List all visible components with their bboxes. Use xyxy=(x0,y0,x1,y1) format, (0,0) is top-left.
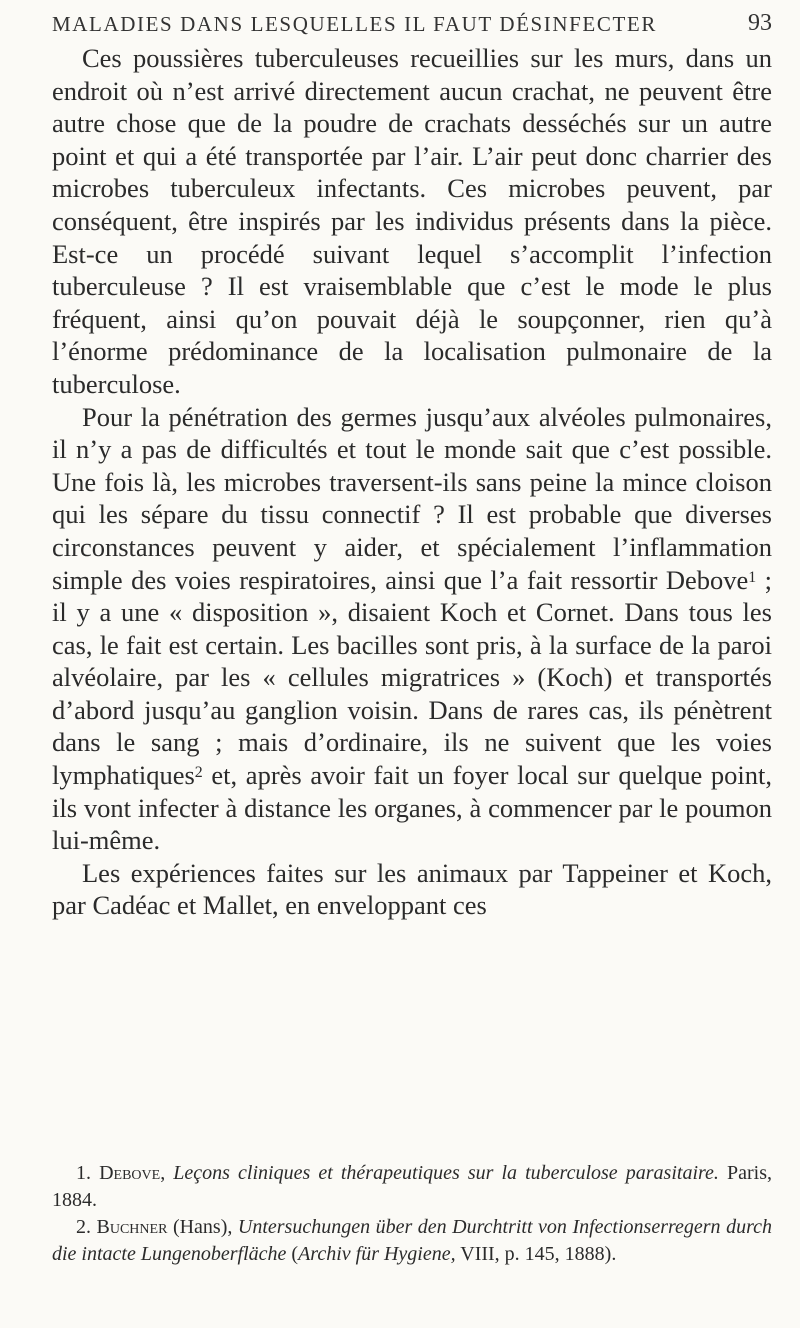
paragraph-2-part-3: et, après avoir fait un foyer local sur quelque point, ils vont infecter à distance les organes, à commencer par le poumon lui-même. xyxy=(52,760,772,856)
footnote-1 xyxy=(52,1160,772,1214)
footnote-1-author: Debove, xyxy=(99,1162,166,1184)
footnotes xyxy=(52,1160,772,1268)
paragraph-2 xyxy=(52,401,772,857)
footnote-2 xyxy=(52,1214,772,1268)
paragraph-1: Ces poussières tuberculeuses recueillies sur les murs, dans un endroit où n’est arrivé directement aucun crachat, ne peuvent être autre chose que de la poudre de crachats desséchés sur un autre point et qui a été transportée par l’air. L’air peut donc charrier des microbes tuberculeux infectants. Ces microbes peuvent, par conséquent, être inspirés par les individus présents dans la pièce. Est-ce un procédé suivant lequel s’accomplit l’infection tuberculeuse ? Il est vraisemblable que c’est le mode le plus fréquent, ainsi qu’on pouvait déjà le soupçonner, rien qu’à l’énorme prédominance de la localisation pulmonaire de la tuberculose. xyxy=(52,43,772,399)
footnote-2-open: ( xyxy=(286,1243,299,1265)
paragraph-2-part-2: ; il y a une « disposition », disaient Koch et Cornet. Dans tous les cas, le fait est certain. Les bacilles sont pris, à la surface de la paroi alvéolaire, par les « cellules migratrices » (Koch) et transportés d’abord jusqu’au ganglion voisin. Dans de rares cas, ils pénètrent dans le sang ; mais d’ordinaire, ils ne suivent que les voies lymphatiques xyxy=(52,564,772,791)
footnote-1-rest: Paris, 1884. xyxy=(52,1162,773,1211)
page-number: 93 xyxy=(748,10,772,36)
footnote-ref-1: 1 xyxy=(748,568,757,586)
paragraph-3: Les expériences faites sur les animaux par Tappeiner et Koch, par Cadéac et Mallet, en enveloppant ces xyxy=(52,857,772,921)
footnote-2-number: 2. xyxy=(76,1216,91,1238)
footnote-1-number: 1. xyxy=(76,1162,91,1184)
paragraph-2-part-1: Pour la pénétration des germes jusqu’aux alvéoles pulmonaires, il n’y a pas de difficultés et tout le monde sait que c’est possible. Une fois là, les microbes traversent-ils sans peine la mince cloison qui les sépare du tissu connectif ? Il est probable que diverses circonstances peuvent y aider, et spécialement l’inflammation simple des voies respiratoires, ainsi que l’a fait ressortir Debove xyxy=(52,401,772,595)
body-text xyxy=(52,42,772,922)
footnote-2-journal: Archiv für Hygiene, xyxy=(298,1243,456,1265)
footnote-2-author-rest: (Hans), xyxy=(167,1216,238,1238)
footnote-ref-2: 2 xyxy=(194,764,203,782)
footnote-2-title: Untersuchungen über den Durchtritt von Infectionserregern durch die intacte Lungenoberfläche xyxy=(52,1216,772,1265)
running-head-title: MALADIES DANS LESQUELLES IL FAUT DÉSINFECTER xyxy=(52,12,657,36)
footnote-1-title: Leçons cliniques et thérapeutiques sur la tuberculose parasitaire. xyxy=(173,1162,719,1184)
footnote-2-author: Buchner xyxy=(96,1216,168,1238)
running-head xyxy=(52,8,772,40)
footnote-2-rest: VIII, p. 145, 1888). xyxy=(455,1243,617,1265)
